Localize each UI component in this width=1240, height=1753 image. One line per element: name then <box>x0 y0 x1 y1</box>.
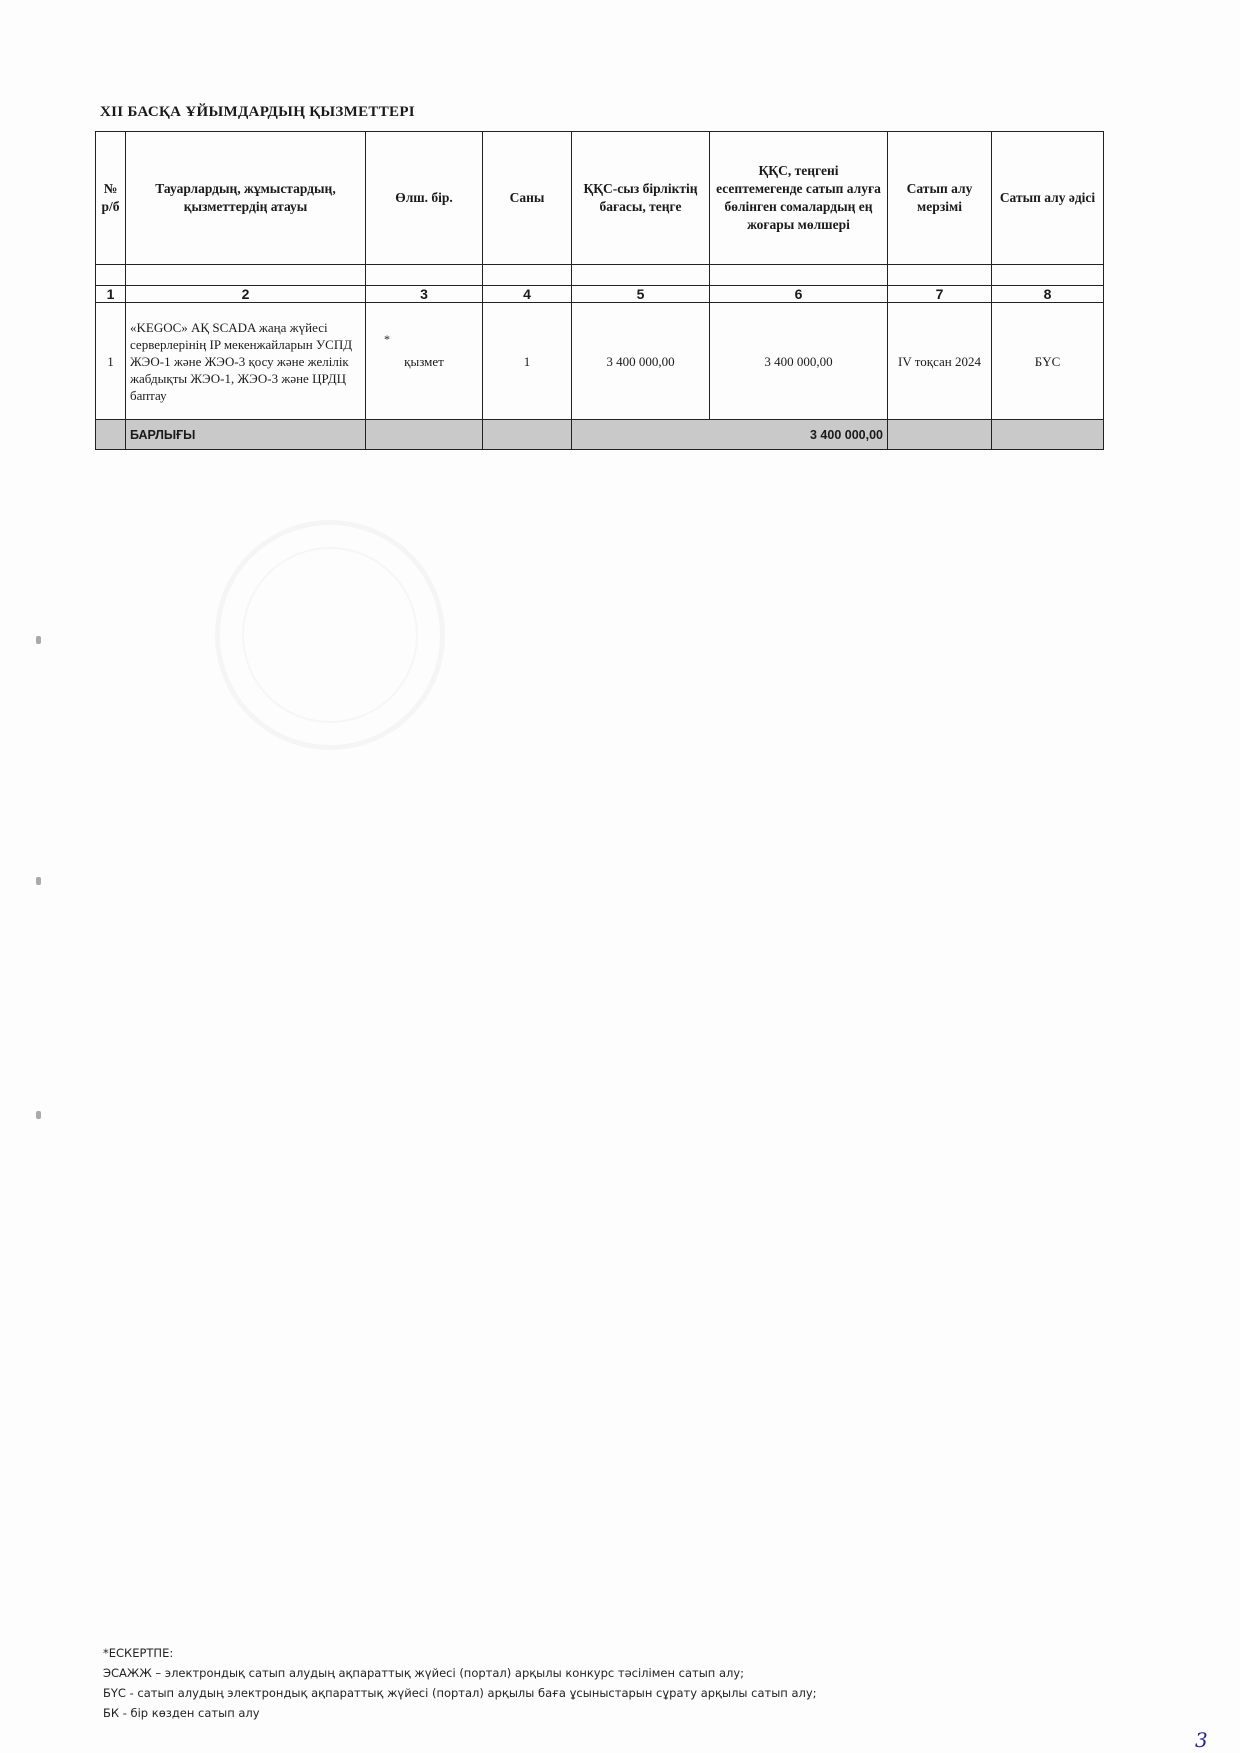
blank-row <box>96 265 1104 286</box>
header-cell-quantity: Саны <box>483 132 572 265</box>
blank-cell <box>366 265 483 286</box>
column-number: 8 <box>992 286 1104 303</box>
blank-cell <box>992 265 1104 286</box>
total-blank-cell <box>992 420 1104 450</box>
binder-mark <box>36 877 41 885</box>
asterisk-mark: * <box>384 332 390 346</box>
procurement-table <box>95 131 1104 450</box>
blank-cell <box>710 265 888 286</box>
footnote-heading: *ЕСКЕРТПЕ: <box>103 1646 174 1660</box>
column-number: 4 <box>483 286 572 303</box>
header-cell-name: Тауарлардың, жұмыстардың, қызметтердің атауы <box>126 132 366 265</box>
blank-cell <box>96 265 126 286</box>
row-number: 1 <box>96 303 126 420</box>
column-number: 7 <box>888 286 992 303</box>
column-number: 2 <box>126 286 366 303</box>
header-cell-max-amount: ҚҚС, теңгені есептемегенде сатып алуға бөлінген сомалардың ең жоғары мөлшері <box>710 132 888 265</box>
total-label: БАРЛЫҒЫ <box>126 420 366 450</box>
header-cell-unit: Өлш. бір. <box>366 132 483 265</box>
item-unit: қызмет <box>404 353 444 369</box>
blank-cell <box>888 265 992 286</box>
faded-stamp <box>215 520 445 750</box>
item-quantity: 1 <box>483 303 572 420</box>
item-period: IV тоқсан 2024 <box>888 303 992 420</box>
item-total-amount: 3 400 000,00 <box>710 303 888 420</box>
binder-mark <box>36 636 41 644</box>
total-row <box>96 420 1104 450</box>
unit-cell <box>366 303 483 420</box>
item-method: БҮС <box>992 303 1104 420</box>
blank-cell <box>483 265 572 286</box>
total-amount: 3 400 000,00 <box>572 420 888 450</box>
footnote-line: БК - бір көзден сатып алу <box>103 1706 260 1720</box>
section-title: XII БАСҚА ҰЙЫМДАРДЫҢ ҚЫЗМЕТТЕРІ <box>100 104 415 120</box>
header-cell-method: Сатып алу әдісі <box>992 132 1104 265</box>
total-blank-cell <box>366 420 483 450</box>
blank-cell <box>126 265 366 286</box>
header-cell-period: Сатып алу мерзімі <box>888 132 992 265</box>
column-number: 1 <box>96 286 126 303</box>
table-row <box>96 303 1104 420</box>
item-unit-price: 3 400 000,00 <box>572 303 710 420</box>
column-number-row <box>96 286 1104 303</box>
header-row <box>96 132 1104 265</box>
footnote-line: ЭСАЖЖ – электрондық сатып алудың ақпараттық жүйесі (портал) арқылы конкурс тәсілімен сатып алу; <box>103 1666 745 1680</box>
header-cell-no: № р/б <box>96 132 126 265</box>
item-name: «KEGOC» АҚ SCADA жаңа жүйесі серверлерінің IP мекенжайларын УСПД ЖЭО-1 және ЖЭО-3 қосу және желілік жабдықты ЖЭО-1, ЖЭО-3 және ЦРДЦ баптау <box>126 303 366 420</box>
handwritten-page-number: 3 <box>1195 1728 1208 1752</box>
header-cell-unit-price: ҚҚС-сыз бірліктің бағасы, теңге <box>572 132 710 265</box>
blank-cell <box>572 265 710 286</box>
column-number: 3 <box>366 286 483 303</box>
total-blank-cell <box>483 420 572 450</box>
footnotes <box>103 1643 817 1723</box>
total-blank-cell <box>96 420 126 450</box>
column-number: 5 <box>572 286 710 303</box>
column-number: 6 <box>710 286 888 303</box>
footnote-line: БҮС - сатып алудың электрондық ақпараттық жүйесі (портал) арқылы баға ұсыныстарын сұрату арқылы сатып алу; <box>103 1686 817 1700</box>
total-blank-cell <box>888 420 992 450</box>
binder-mark <box>36 1111 41 1119</box>
